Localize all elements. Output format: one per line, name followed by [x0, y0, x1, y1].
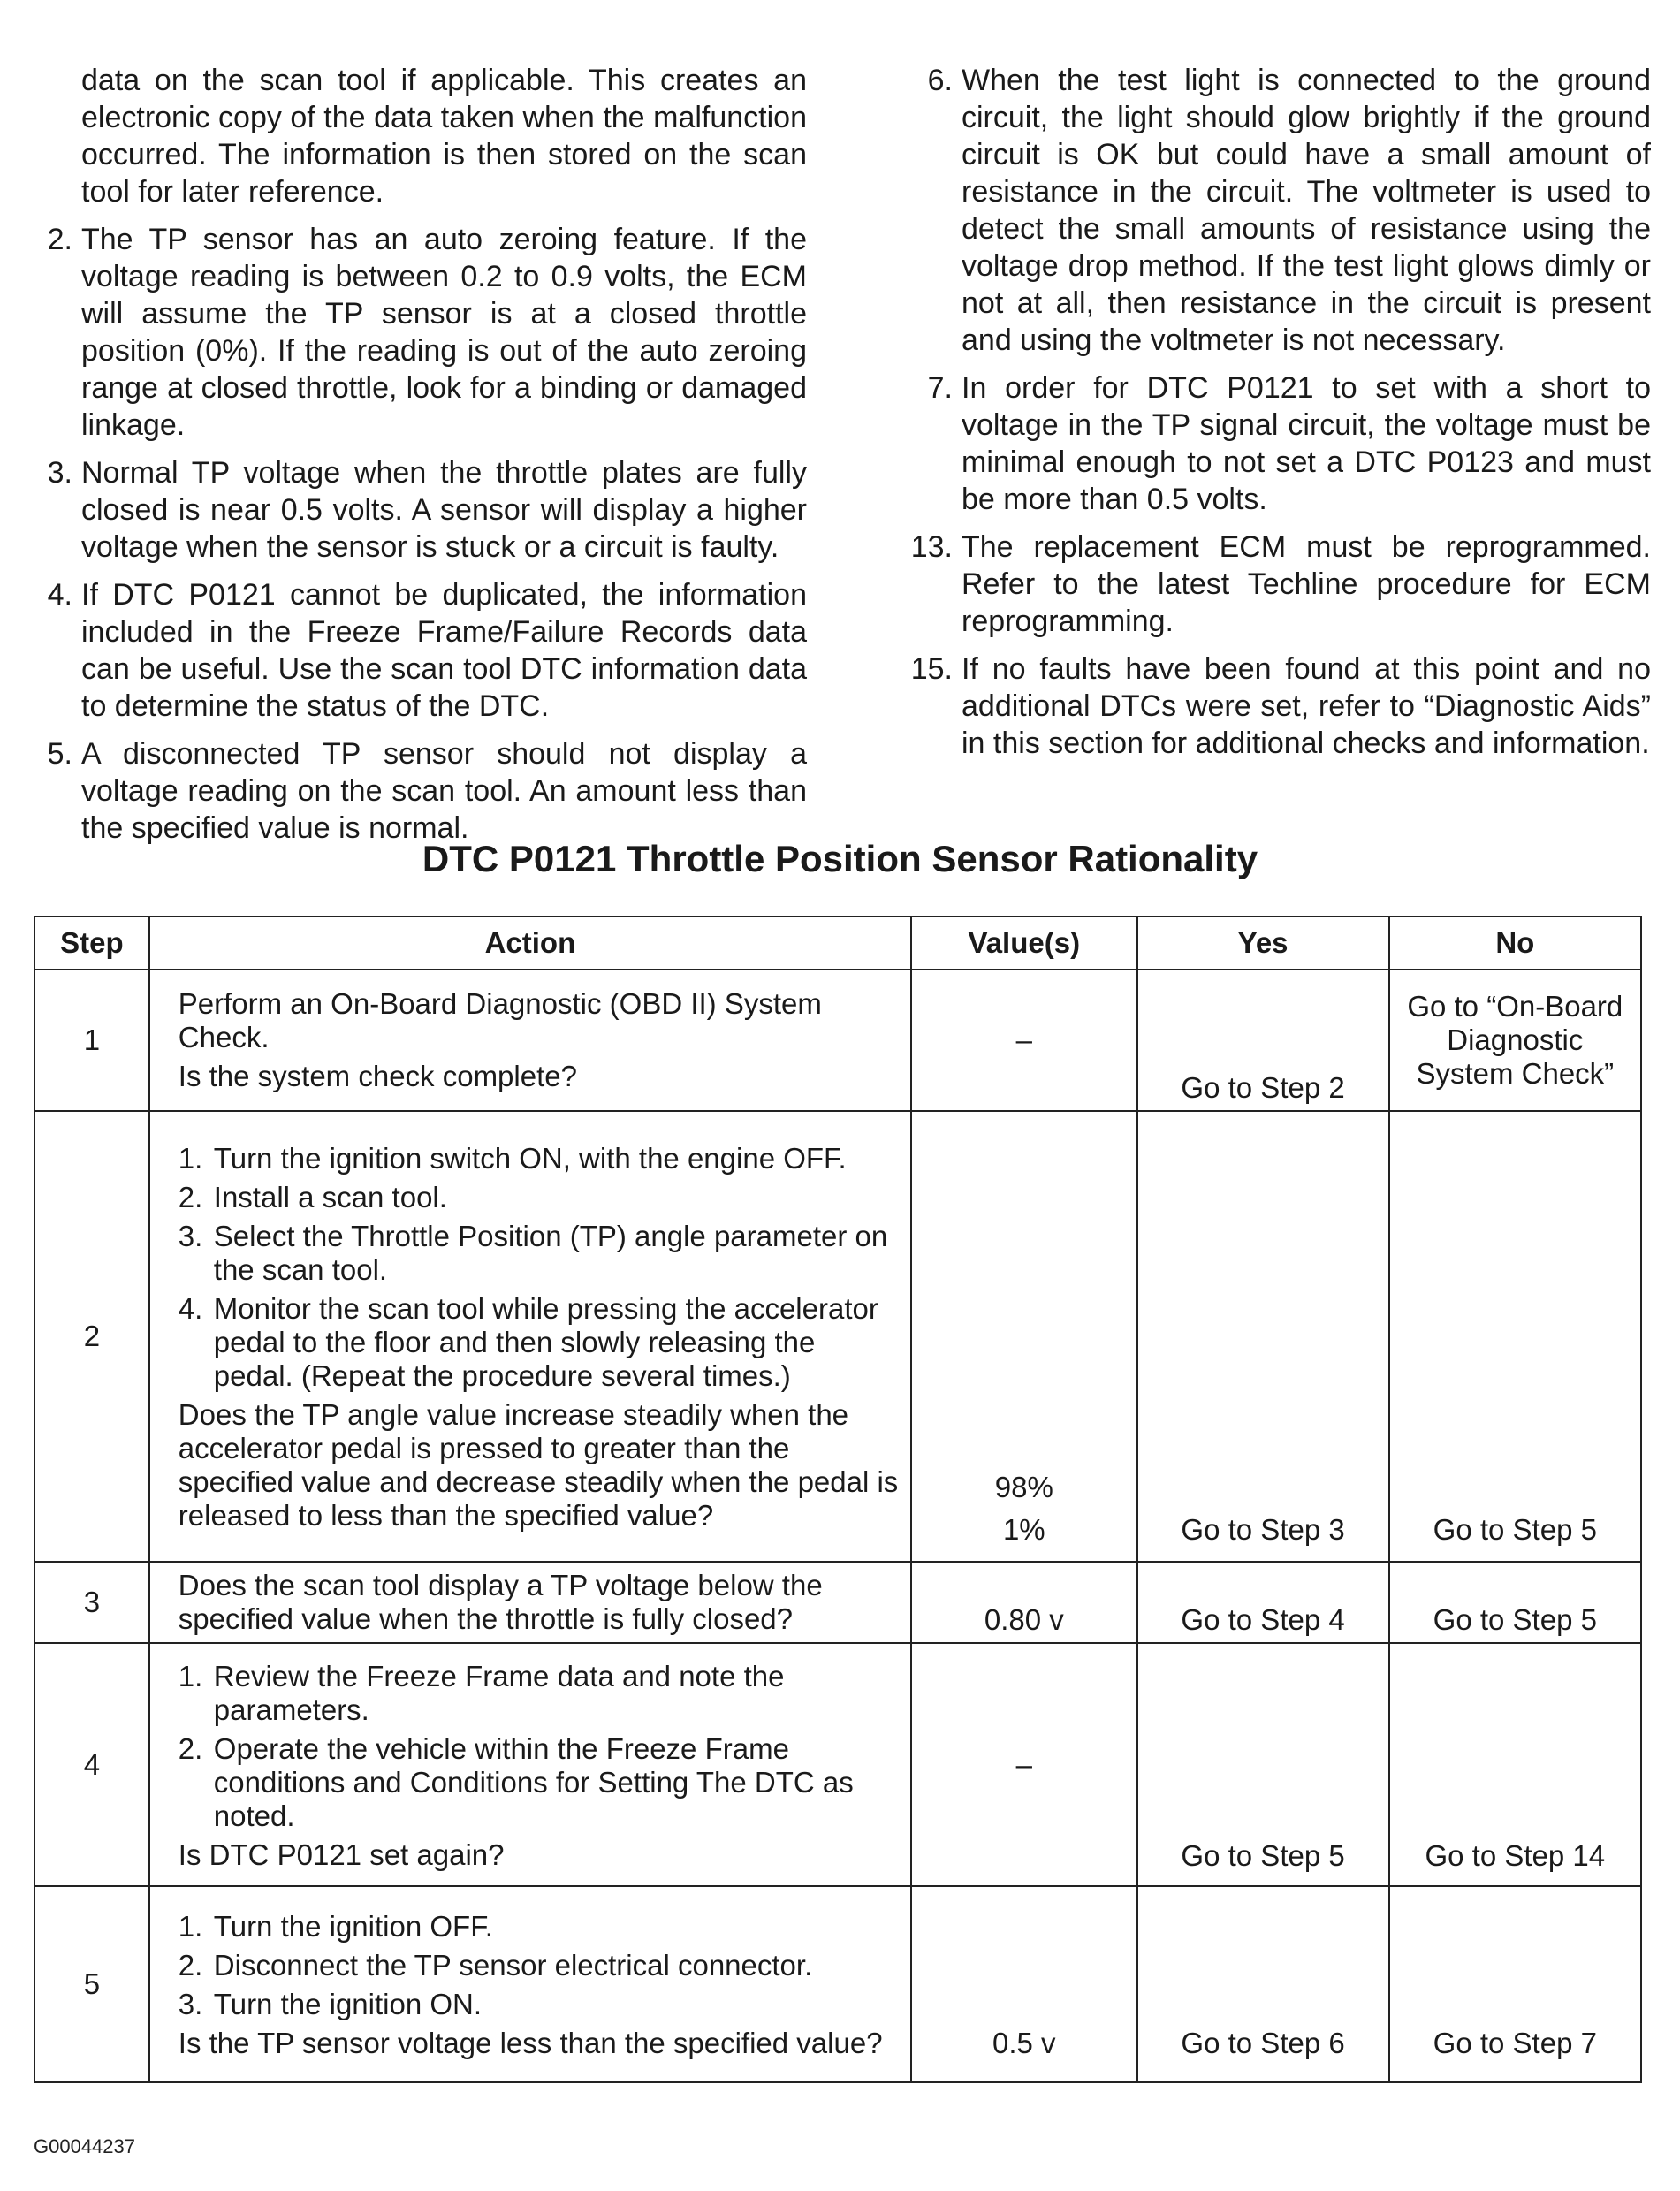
no-outcome: Go to Step 5 — [1389, 1562, 1641, 1643]
value-max: 98% — [994, 1471, 1053, 1503]
step-question: Is DTC P0121 set again? — [178, 1837, 505, 1871]
step-question: Does the scan tool display a TP voltage below the specified value when the throttle is fully closed? — [149, 1562, 911, 1643]
note-item: 5. A disconnected TP sensor should not display a voltage reading on the scan tool. An amount less than the specified value is normal. — [47, 737, 807, 845]
step-action — [149, 1886, 911, 2082]
no-outcome: Go to “On-Board Diagnostic System Check” — [1389, 970, 1641, 1111]
header-yes: Yes — [1137, 917, 1389, 970]
action-substep: 1. Turn the ignition OFF. — [178, 1910, 493, 1943]
step-number: 2 — [34, 1111, 149, 1562]
action-substep: 2. Disconnect the TP sensor electrical connector. — [178, 1949, 813, 1982]
note-item: 2. The TP sensor has an auto zeroing feature. If the voltage reading is between 0.2 to 0.9 volts, the ECM will assume the TP sensor is at a closed throttle position (0%). If the reading is out of the auto zeroing range at closed throttle, look for a binding or damaged linkage. — [47, 223, 807, 442]
action-text: Perform an On-Board Diagnostic (OBD II) System Check. — [178, 987, 822, 1054]
no-outcome: Go to Step 5 — [1389, 1111, 1641, 1562]
table-row — [34, 1111, 1641, 1562]
step-action — [149, 1643, 911, 1886]
table-header-row — [34, 917, 1641, 970]
notes-right-column — [891, 62, 1651, 813]
procedure-notes — [34, 62, 1651, 845]
step-value: 0.5 v — [911, 1886, 1136, 2082]
table-row — [34, 970, 1641, 1111]
note-item: 15. If no faults have been found at this point and no additional DTCs were set, refer to “Diagnostic Aids” in this section for additional checks and information. — [910, 652, 1651, 760]
action-substep: 4. Monitor the scan tool while pressing the accelerator pedal to the floor and then slowly releasing the pedal. (Repeat the procedure several times.) — [178, 1292, 878, 1392]
table-row — [34, 1562, 1641, 1643]
action-substep: 3. Turn the ignition ON. — [178, 1988, 483, 2020]
diagnostic-table — [34, 916, 1642, 2083]
note-item: data on the scan tool if applicable. This creates an electronic copy of the data taken when the malfunction occurred. The information is then stored on the scan tool for later reference. — [81, 64, 807, 209]
note-item: 7. In order for DTC P0121 to set with a short to voltage in the TP signal circuit, the voltage must be minimal enough to not set a DTC P0123 and must be more than 0.5 volts. — [927, 371, 1651, 516]
yes-outcome: Go to Step 2 — [1137, 970, 1389, 1111]
action-substep: 2. Operate the vehicle within the Freeze Frame conditions and Conditions for Setting The DTC as noted. — [178, 1731, 854, 1832]
step-action — [149, 1111, 911, 1562]
header-values: Value(s) — [911, 917, 1136, 970]
no-outcome: Go to Step 14 — [1389, 1643, 1641, 1886]
header-action: Action — [149, 917, 911, 970]
note-item: 4. If DTC P0121 cannot be duplicated, the information included in the Freeze Frame/Failure Records data can be useful. Use the scan tool DTC information data to determine the status of the DTC. — [47, 578, 807, 723]
note-item: 3. Normal TP voltage when the throttle plates are fully closed is near 0.5 volts. A sensor will display a higher voltage when the sensor is stuck or a circuit is faulty. — [47, 456, 807, 564]
step-value: – — [911, 1643, 1136, 1886]
step-number: 5 — [34, 1886, 149, 2082]
step-value: 0.80 v — [911, 1562, 1136, 1643]
yes-outcome: Go to Step 6 — [1137, 1886, 1389, 2082]
step-question: Is the TP sensor voltage less than the specified value? — [178, 2027, 883, 2059]
step-number: 4 — [34, 1643, 149, 1886]
action-substep: 2. Install a scan tool. — [178, 1181, 447, 1213]
table-title: DTC P0121 Throttle Position Sensor Rationality — [422, 838, 1258, 879]
action-substep: 3. Select the Throttle Position (TP) angle parameter on the scan tool. — [178, 1220, 888, 1286]
step-number: 3 — [34, 1562, 149, 1643]
step-action — [149, 970, 911, 1111]
note-item: 6. When the test light is connected to the ground circuit, the light should glow brightly if the ground circuit is OK but could have a small amount of resistance in the circuit. The voltmeter is used to detect the small amounts of resistance using the voltage drop method. If the test light glows dimly or not at all, then resistance in the circuit is present and using the voltmeter is not necessary. — [927, 64, 1651, 357]
header-no: No — [1389, 917, 1641, 970]
value-min: 1% — [1002, 1513, 1045, 1546]
step-question: Does the TP angle value increase steadily when the accelerator pedal is pressed to greater than the specified value and decrease steadily when the pedal is released to less than the specified value? — [178, 1398, 899, 1532]
action-substep: 1. Review the Freeze Frame data and note the parameters. — [178, 1659, 785, 1726]
yes-outcome: Go to Step 5 — [1137, 1643, 1389, 1886]
step-value — [911, 1111, 1136, 1562]
action-substep: 1. Turn the ignition switch ON, with the engine OFF. — [178, 1142, 847, 1175]
note-item: 13. The replacement ECM must be reprogrammed. Refer to the latest Techline procedure for ECM reprogramming. — [910, 530, 1651, 638]
step-number: 1 — [34, 970, 149, 1111]
table-row — [34, 1886, 1641, 2082]
header-step: Step — [34, 917, 149, 970]
notes-left-column — [34, 62, 807, 845]
yes-outcome: Go to Step 4 — [1137, 1562, 1389, 1643]
table-row — [34, 1643, 1641, 1886]
yes-outcome: Go to Step 3 — [1137, 1111, 1389, 1562]
no-outcome: Go to Step 7 — [1389, 1886, 1641, 2082]
figure-code: G00044237 — [34, 2135, 135, 2157]
step-value: – — [911, 970, 1136, 1111]
step-question: Is the system check complete? — [178, 1060, 577, 1092]
